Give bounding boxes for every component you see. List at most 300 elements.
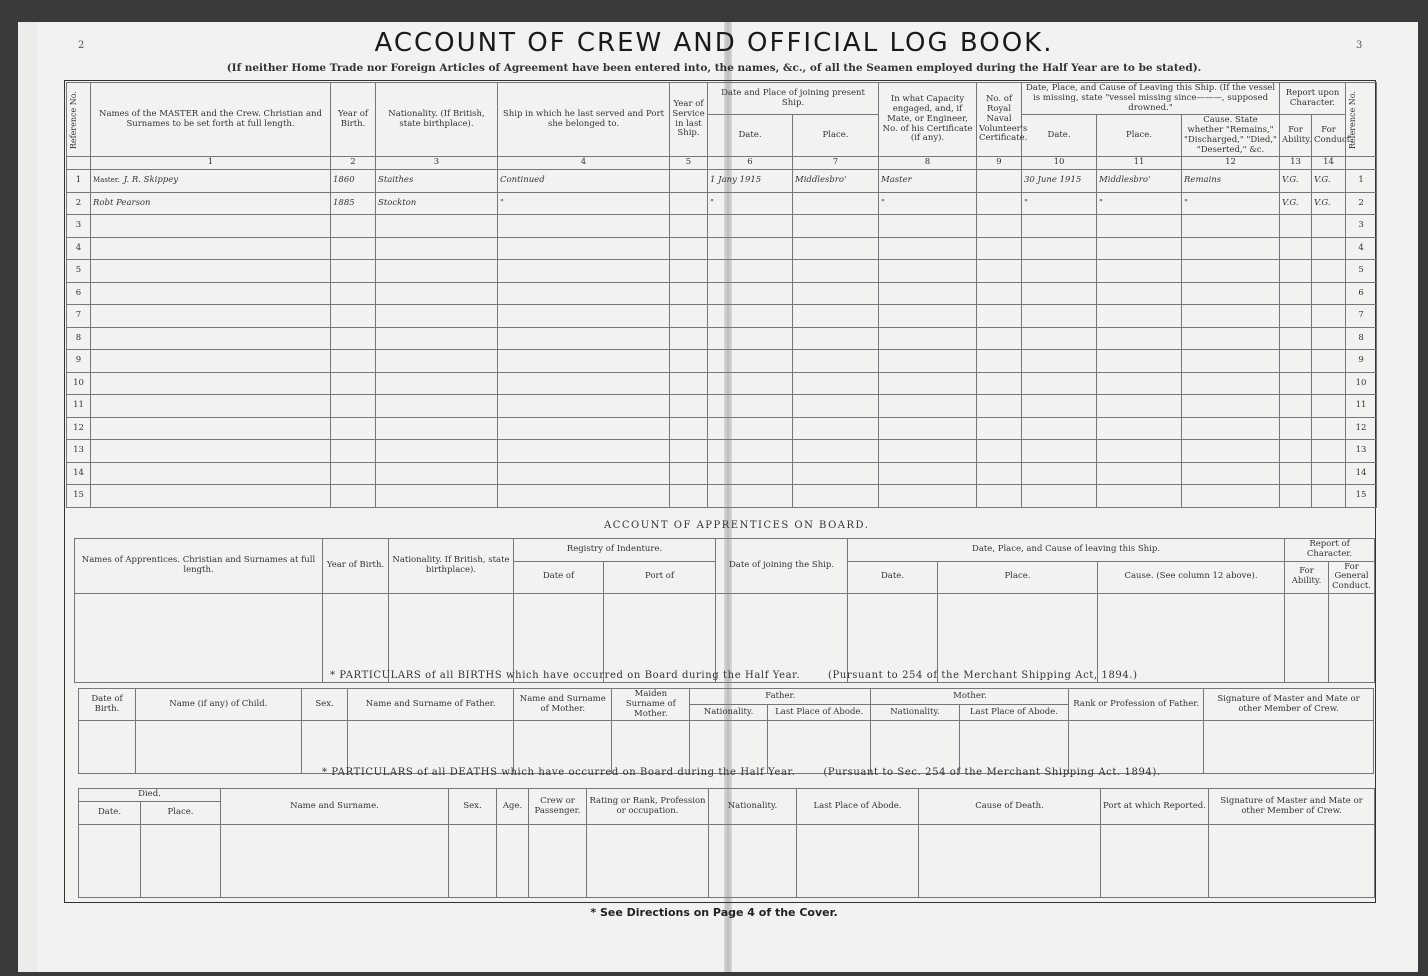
header-rnv: No. of Royal Naval Volunteer's Certificate. (977, 83, 1022, 157)
births-cell (79, 721, 136, 774)
births-header-maiden: Maiden Surname of Mother. (612, 689, 690, 721)
crew-cell-date2 (1022, 485, 1097, 508)
page-number-right: 3 (1356, 40, 1363, 51)
births-header-signature: Signature of Master and Mate or other Member of Crew. (1204, 689, 1374, 721)
appr-header-reg-date: Date of (514, 561, 604, 593)
crew-row-number: 3 (67, 215, 91, 238)
crew-cell-name (91, 372, 331, 395)
header-capacity: In what Capacity engaged, and, if Mate, or Engineer, No. of his Certificate (if any). (879, 83, 977, 157)
crew-cell-year (331, 282, 376, 305)
crew-row-number-right: 7 (1346, 305, 1377, 328)
header-name: Names of the MASTER and the Crew. Christian and Surnames to be set forth at full length. (91, 83, 331, 157)
deaths-header-date: Date. (79, 802, 141, 825)
crew-cell-cause (1182, 305, 1280, 328)
crew-row-number: 12 (67, 417, 91, 440)
crew-cell-cause (1182, 282, 1280, 305)
crew-cell-place (793, 282, 879, 305)
crew-cell-place2 (1097, 260, 1182, 283)
appr-cell (716, 593, 848, 682)
appr-header-report: Report of Character. (1285, 539, 1375, 562)
crew-row-number-right: 12 (1346, 417, 1377, 440)
deaths-header-place: Place. (141, 802, 221, 825)
header-service: Year of Service in last Ship. (670, 83, 708, 157)
crew-row-number-right: 5 (1346, 260, 1377, 283)
crew-cell-date2 (1022, 440, 1097, 463)
deaths-cell (529, 825, 587, 898)
crew-cell-year (331, 305, 376, 328)
crew-cell-ability (1280, 462, 1312, 485)
crew-cell-rnv (977, 372, 1022, 395)
deaths-cell (797, 825, 919, 898)
column-number: 3 (376, 157, 498, 170)
crew-cell-nationality (376, 260, 498, 283)
deaths-act: (Pursuant to Sec. 254 of the Merchant Shipping Act. 1894). (823, 767, 1161, 778)
crew-cell-cause (1182, 327, 1280, 350)
crew-cell-capacity (879, 350, 977, 373)
header-year: Year of Birth. (331, 83, 376, 157)
crew-row (67, 215, 1377, 238)
crew-cell-capacity (879, 417, 977, 440)
appr-header-reg-port: Port of (604, 561, 716, 593)
crew-cell-nationality (376, 485, 498, 508)
appr-cell (389, 593, 514, 682)
crew-row (67, 327, 1377, 350)
crew-row (67, 440, 1377, 463)
crew-cell-conduct: V.G. (1312, 170, 1346, 193)
crew-cell-place2: " (1097, 192, 1182, 215)
crew-cell-year (331, 485, 376, 508)
column-number (67, 157, 91, 170)
crew-cell-place2 (1097, 417, 1182, 440)
crew-cell-place (793, 417, 879, 440)
crew-cell-ability (1280, 260, 1312, 283)
crew-cell-rnv (977, 260, 1022, 283)
crew-cell-name (91, 260, 331, 283)
apprentices-title: ACCOUNT OF APPRENTICES ON BOARD. (604, 520, 870, 531)
crew-row (67, 350, 1377, 373)
births-cell (612, 721, 690, 774)
deaths-header-cause: Cause of Death. (919, 789, 1101, 825)
crew-cell-place2 (1097, 462, 1182, 485)
appr-header-registry: Registry of Indenture. (514, 539, 716, 562)
crew-cell-place (793, 440, 879, 463)
header-cause: Cause. State whether "Remains," "Discharged," "Died," "Deserted," &c. (1182, 115, 1280, 157)
header-join-date: Date. (708, 115, 793, 157)
crew-cell-service (670, 462, 708, 485)
crew-cell-year (331, 350, 376, 373)
appr-cell (604, 593, 716, 682)
crew-row-number-right: 10 (1346, 372, 1377, 395)
crew-cell-date (708, 372, 793, 395)
births-header-rank: Rank or Profession of Father. (1069, 689, 1204, 721)
crew-cell-rnv (977, 192, 1022, 215)
crew-row-number: 9 (67, 350, 91, 373)
crew-cell-place (793, 237, 879, 260)
crew-cell-conduct (1312, 395, 1346, 418)
header-conduct: For Conduct. (1312, 115, 1346, 157)
crew-cell-nationality (376, 282, 498, 305)
crew-cell-place (793, 485, 879, 508)
crew-cell-capacity (879, 372, 977, 395)
column-number: 6 (708, 157, 793, 170)
crew-row-number: 1 (67, 170, 91, 193)
crew-cell-ship (498, 372, 670, 395)
crew-cell-ability (1280, 350, 1312, 373)
crew-cell-year: 1885 (331, 192, 376, 215)
appr-header-year: Year of Birth. (323, 539, 389, 594)
header-ref: Reference No. (67, 83, 91, 157)
births-header-father-abode: Last Place of Abode. (767, 705, 871, 721)
crew-cell-place (793, 395, 879, 418)
crew-cell-capacity (879, 462, 977, 485)
crew-cell-cause (1182, 372, 1280, 395)
crew-cell-conduct: V.G. (1312, 192, 1346, 215)
crew-cell-capacity (879, 395, 977, 418)
crew-cell-service (670, 192, 708, 215)
appr-header-place: Place. (938, 561, 1098, 593)
column-number: 9 (977, 157, 1022, 170)
crew-cell-place2 (1097, 327, 1182, 350)
deaths-cell (141, 825, 221, 898)
crew-cell-place (793, 260, 879, 283)
crew-row (67, 462, 1377, 485)
crew-cell-date (708, 417, 793, 440)
crew-cell-ship (498, 260, 670, 283)
crew-cell-year (331, 215, 376, 238)
appr-cell (323, 593, 389, 682)
crew-cell-name (91, 170, 331, 193)
crew-cell-date (708, 462, 793, 485)
crew-cell-capacity (879, 282, 977, 305)
births-header-mother-abode: Last Place of Abode. (959, 705, 1069, 721)
crew-cell-ability (1280, 485, 1312, 508)
crew-cell-date2 (1022, 372, 1097, 395)
crew-cell-date (708, 260, 793, 283)
crew-cell-nationality (376, 372, 498, 395)
crew-cell-ship (498, 327, 670, 350)
crew-cell-service (670, 350, 708, 373)
crew-cell-conduct (1312, 350, 1346, 373)
crew-cell-ship (498, 417, 670, 440)
crew-row-number: 11 (67, 395, 91, 418)
column-number: 12 (1182, 157, 1280, 170)
crew-row-number: 14 (67, 462, 91, 485)
crew-cell-year (331, 372, 376, 395)
crew-cell-ship (498, 350, 670, 373)
column-number: 1 (91, 157, 331, 170)
crew-cell-ability (1280, 327, 1312, 350)
crew-cell-place2 (1097, 372, 1182, 395)
crew-cell-date (708, 237, 793, 260)
crew-cell-service (670, 305, 708, 328)
crew-cell-year (331, 237, 376, 260)
births-header-father-name: Name and Surname of Father. (348, 689, 514, 721)
crew-cell-date2 (1022, 260, 1097, 283)
crew-cell-capacity (879, 215, 977, 238)
crew-cell-nationality (376, 417, 498, 440)
crew-cell-nationality (376, 395, 498, 418)
crew-cell-rnv (977, 282, 1022, 305)
crew-cell-place: Middlesbro' (793, 170, 879, 193)
crew-cell-nationality: Staithes (376, 170, 498, 193)
crew-cell-place2 (1097, 305, 1182, 328)
births-table (78, 688, 1374, 774)
births-cell (1069, 721, 1204, 774)
appr-cell (514, 593, 604, 682)
crew-cell-service (670, 485, 708, 508)
crew-cell-capacity: Master (879, 170, 977, 193)
appr-cell (1285, 593, 1329, 682)
crew-cell-date (708, 282, 793, 305)
crew-cell-service (670, 417, 708, 440)
page-subtitle: (If neither Home Trade nor Foreign Articles of Agreement have been entered into, the names, &c., of all the Seamen employed during the Half Year are to be stated). (226, 62, 1202, 74)
crew-cell-cause (1182, 237, 1280, 260)
births-header-sex: Sex. (301, 689, 348, 721)
crew-row-number: 5 (67, 260, 91, 283)
crew-cell-date2 (1022, 350, 1097, 373)
crew-cell-capacity (879, 237, 977, 260)
crew-cell-nationality (376, 440, 498, 463)
crew-row-number: 8 (67, 327, 91, 350)
crew-cell-ship (498, 215, 670, 238)
crew-cell-ability: V.G. (1280, 170, 1312, 193)
crew-cell-date (708, 440, 793, 463)
deaths-header-signature: Signature of Master and Mate or other Member of Crew. (1209, 789, 1375, 825)
crew-cell-cause: Remains (1182, 170, 1280, 193)
crew-cell-ability (1280, 440, 1312, 463)
deaths-header-name: Name and Surname. (221, 789, 449, 825)
births-header-mother-name: Name and Surname of Mother. (514, 689, 612, 721)
crew-name-text: J. R. Skippey (123, 175, 179, 186)
crew-cell-ability: V.G. (1280, 192, 1312, 215)
crew-cell-rnv (977, 237, 1022, 260)
crew-cell-place (793, 462, 879, 485)
crew-cell-capacity (879, 485, 977, 508)
births-cell (514, 721, 612, 774)
crew-row-number: 4 (67, 237, 91, 260)
deaths-header-sex: Sex. (449, 789, 497, 825)
header-nationality: Nationality. (If British, state birthplace). (376, 83, 498, 157)
births-header-mother: Mother. (871, 689, 1069, 705)
master-label: Master. (93, 176, 120, 185)
crew-cell-rnv (977, 417, 1022, 440)
appr-header-name: Names of Apprentices. Christian and Surnames at full length. (75, 539, 323, 594)
crew-cell-date (708, 485, 793, 508)
crew-cell-place (793, 372, 879, 395)
header-leaving: Date, Place, and Cause of Leaving this Ship. (If the vessel is missing, state "vessel missing since———, supposed drowned." (1022, 83, 1280, 115)
crew-cell-capacity (879, 327, 977, 350)
deaths-cell (587, 825, 709, 898)
crew-cell-place2 (1097, 485, 1182, 508)
deaths-cell (1209, 825, 1375, 898)
appr-header-nationality: Nationality. If British, state birthplace). (389, 539, 514, 594)
crew-cell-service (670, 215, 708, 238)
crew-cell-name (91, 237, 331, 260)
crew-cell-year (331, 327, 376, 350)
crew-cell-ship (498, 485, 670, 508)
crew-row-number: 15 (67, 485, 91, 508)
header-leave-date: Date. (1022, 115, 1097, 157)
crew-cell-conduct (1312, 215, 1346, 238)
crew-cell-date2 (1022, 305, 1097, 328)
crew-cell-date2 (1022, 282, 1097, 305)
crew-row-number-right: 11 (1346, 395, 1377, 418)
crew-cell-place2 (1097, 350, 1182, 373)
column-number: 2 (331, 157, 376, 170)
crew-table (66, 82, 1377, 508)
deaths-cell (449, 825, 497, 898)
births-cell (1204, 721, 1374, 774)
appr-header-ability: For Ability. (1285, 561, 1329, 593)
crew-cell-conduct (1312, 485, 1346, 508)
crew-cell-ship: " (498, 192, 670, 215)
crew-cell-date2: 30 June 1915 (1022, 170, 1097, 193)
crew-cell-name (91, 485, 331, 508)
crew-cell-cause (1182, 215, 1280, 238)
births-cell (959, 721, 1069, 774)
crew-row-number-right: 2 (1346, 192, 1377, 215)
crew-cell-place (793, 305, 879, 328)
crew-cell-place2 (1097, 282, 1182, 305)
crew-cell-conduct (1312, 440, 1346, 463)
crew-cell-place (793, 350, 879, 373)
header-last-ship: Ship in which he last served and Port she belonged to. (498, 83, 670, 157)
header-ability: For Ability. (1280, 115, 1312, 157)
crew-cell-service (670, 395, 708, 418)
crew-cell-year (331, 417, 376, 440)
crew-cell-name (91, 417, 331, 440)
crew-cell-date (708, 305, 793, 328)
crew-cell-cause (1182, 440, 1280, 463)
crew-row-number-right: 9 (1346, 350, 1377, 373)
crew-cell-ability (1280, 237, 1312, 260)
crew-cell-rnv (977, 327, 1022, 350)
crew-row-number-right: 4 (1346, 237, 1377, 260)
births-header-father-nationality: Nationality. (690, 705, 768, 721)
column-number: 4 (498, 157, 670, 170)
crew-cell-cause (1182, 485, 1280, 508)
crew-cell-place2 (1097, 237, 1182, 260)
deaths-header-age: Age. (497, 789, 529, 825)
crew-row (67, 485, 1377, 508)
crew-cell-place2 (1097, 215, 1182, 238)
page-title: ACCOUNT OF CREW AND OFFICIAL LOG BOOK. (374, 28, 1054, 58)
crew-cell-conduct (1312, 260, 1346, 283)
crew-row-number-right: 15 (1346, 485, 1377, 508)
crew-cell-ship (498, 462, 670, 485)
deaths-cell (1101, 825, 1209, 898)
appr-header-joining: Date of joining the Ship. (716, 539, 848, 594)
crew-cell-nationality: Stockton (376, 192, 498, 215)
births-header-child: Name (if any) of Child. (135, 689, 301, 721)
crew-cell-date: " (708, 192, 793, 215)
appr-header-leaving: Date, Place, and Cause of leaving this Ship. (848, 539, 1285, 562)
crew-cell-year (331, 462, 376, 485)
page-number-left: 2 (78, 40, 85, 51)
deaths-header-port: Port at which Reported. (1101, 789, 1209, 825)
crew-cell-ship: Continued (498, 170, 670, 193)
crew-cell-name (91, 282, 331, 305)
crew-cell-capacity (879, 260, 977, 283)
crew-cell-service (670, 327, 708, 350)
crew-row-number-right: 1 (1346, 170, 1377, 193)
crew-row (67, 282, 1377, 305)
deaths-header-died: Died. (79, 789, 221, 802)
deaths-cell (79, 825, 141, 898)
header-joining: Date and Place of joining present Ship. (708, 83, 879, 115)
crew-row-number: 10 (67, 372, 91, 395)
appr-cell (848, 593, 938, 682)
crew-cell-name (91, 327, 331, 350)
crew-cell-nationality (376, 237, 498, 260)
crew-cell-capacity (879, 440, 977, 463)
crew-cell-name (91, 305, 331, 328)
crew-cell-ability (1280, 215, 1312, 238)
crew-cell-service (670, 170, 708, 193)
crew-row-number-right: 6 (1346, 282, 1377, 305)
births-cell (690, 721, 768, 774)
crew-cell-cause: " (1182, 192, 1280, 215)
births-header-date: Date of Birth. (79, 689, 136, 721)
crew-cell-service (670, 282, 708, 305)
crew-cell-name (91, 395, 331, 418)
crew-cell-date (708, 395, 793, 418)
crew-cell-ship (498, 395, 670, 418)
crew-cell-cause (1182, 395, 1280, 418)
crew-cell-year (331, 395, 376, 418)
crew-cell-place (793, 215, 879, 238)
crew-row-number: 6 (67, 282, 91, 305)
crew-cell-place (793, 192, 879, 215)
header-ref-right: Reference No. (1346, 83, 1377, 157)
deaths-table (78, 788, 1375, 898)
appr-cell (75, 593, 323, 682)
crew-row (67, 372, 1377, 395)
crew-cell-date2: " (1022, 192, 1097, 215)
crew-cell-name (91, 440, 331, 463)
crew-cell-date (708, 215, 793, 238)
crew-cell-name: Robt Pearson (91, 192, 331, 215)
crew-cell-date2 (1022, 237, 1097, 260)
crew-row (67, 305, 1377, 328)
crew-cell-conduct (1312, 282, 1346, 305)
crew-cell-cause (1182, 260, 1280, 283)
crew-cell-ship (498, 237, 670, 260)
crew-cell-conduct (1312, 327, 1346, 350)
births-cell (871, 721, 959, 774)
deaths-header-abode: Last Place of Abode. (797, 789, 919, 825)
births-cell (301, 721, 348, 774)
crew-cell-capacity: " (879, 192, 977, 215)
crew-cell-cause (1182, 462, 1280, 485)
crew-cell-date2 (1022, 417, 1097, 440)
births-header-father: Father. (690, 689, 871, 705)
births-header-mother-nationality: Nationality. (871, 705, 959, 721)
column-number: 5 (670, 157, 708, 170)
appr-header-cause: Cause. (See column 12 above). (1098, 561, 1285, 593)
column-number: 14 (1312, 157, 1346, 170)
crew-cell-service (670, 440, 708, 463)
crew-cell-rnv (977, 350, 1022, 373)
deaths-header-nationality: Nationality. (709, 789, 797, 825)
crew-cell-name (91, 215, 331, 238)
deaths-title-text: * PARTICULARS of all DEATHS which have occurred on Board during the Half Year. (322, 767, 796, 778)
births-title (330, 670, 1138, 681)
crew-cell-year: 1860 (331, 170, 376, 193)
crew-cell-date (708, 350, 793, 373)
crew-cell-nationality (376, 462, 498, 485)
crew-cell-conduct (1312, 417, 1346, 440)
